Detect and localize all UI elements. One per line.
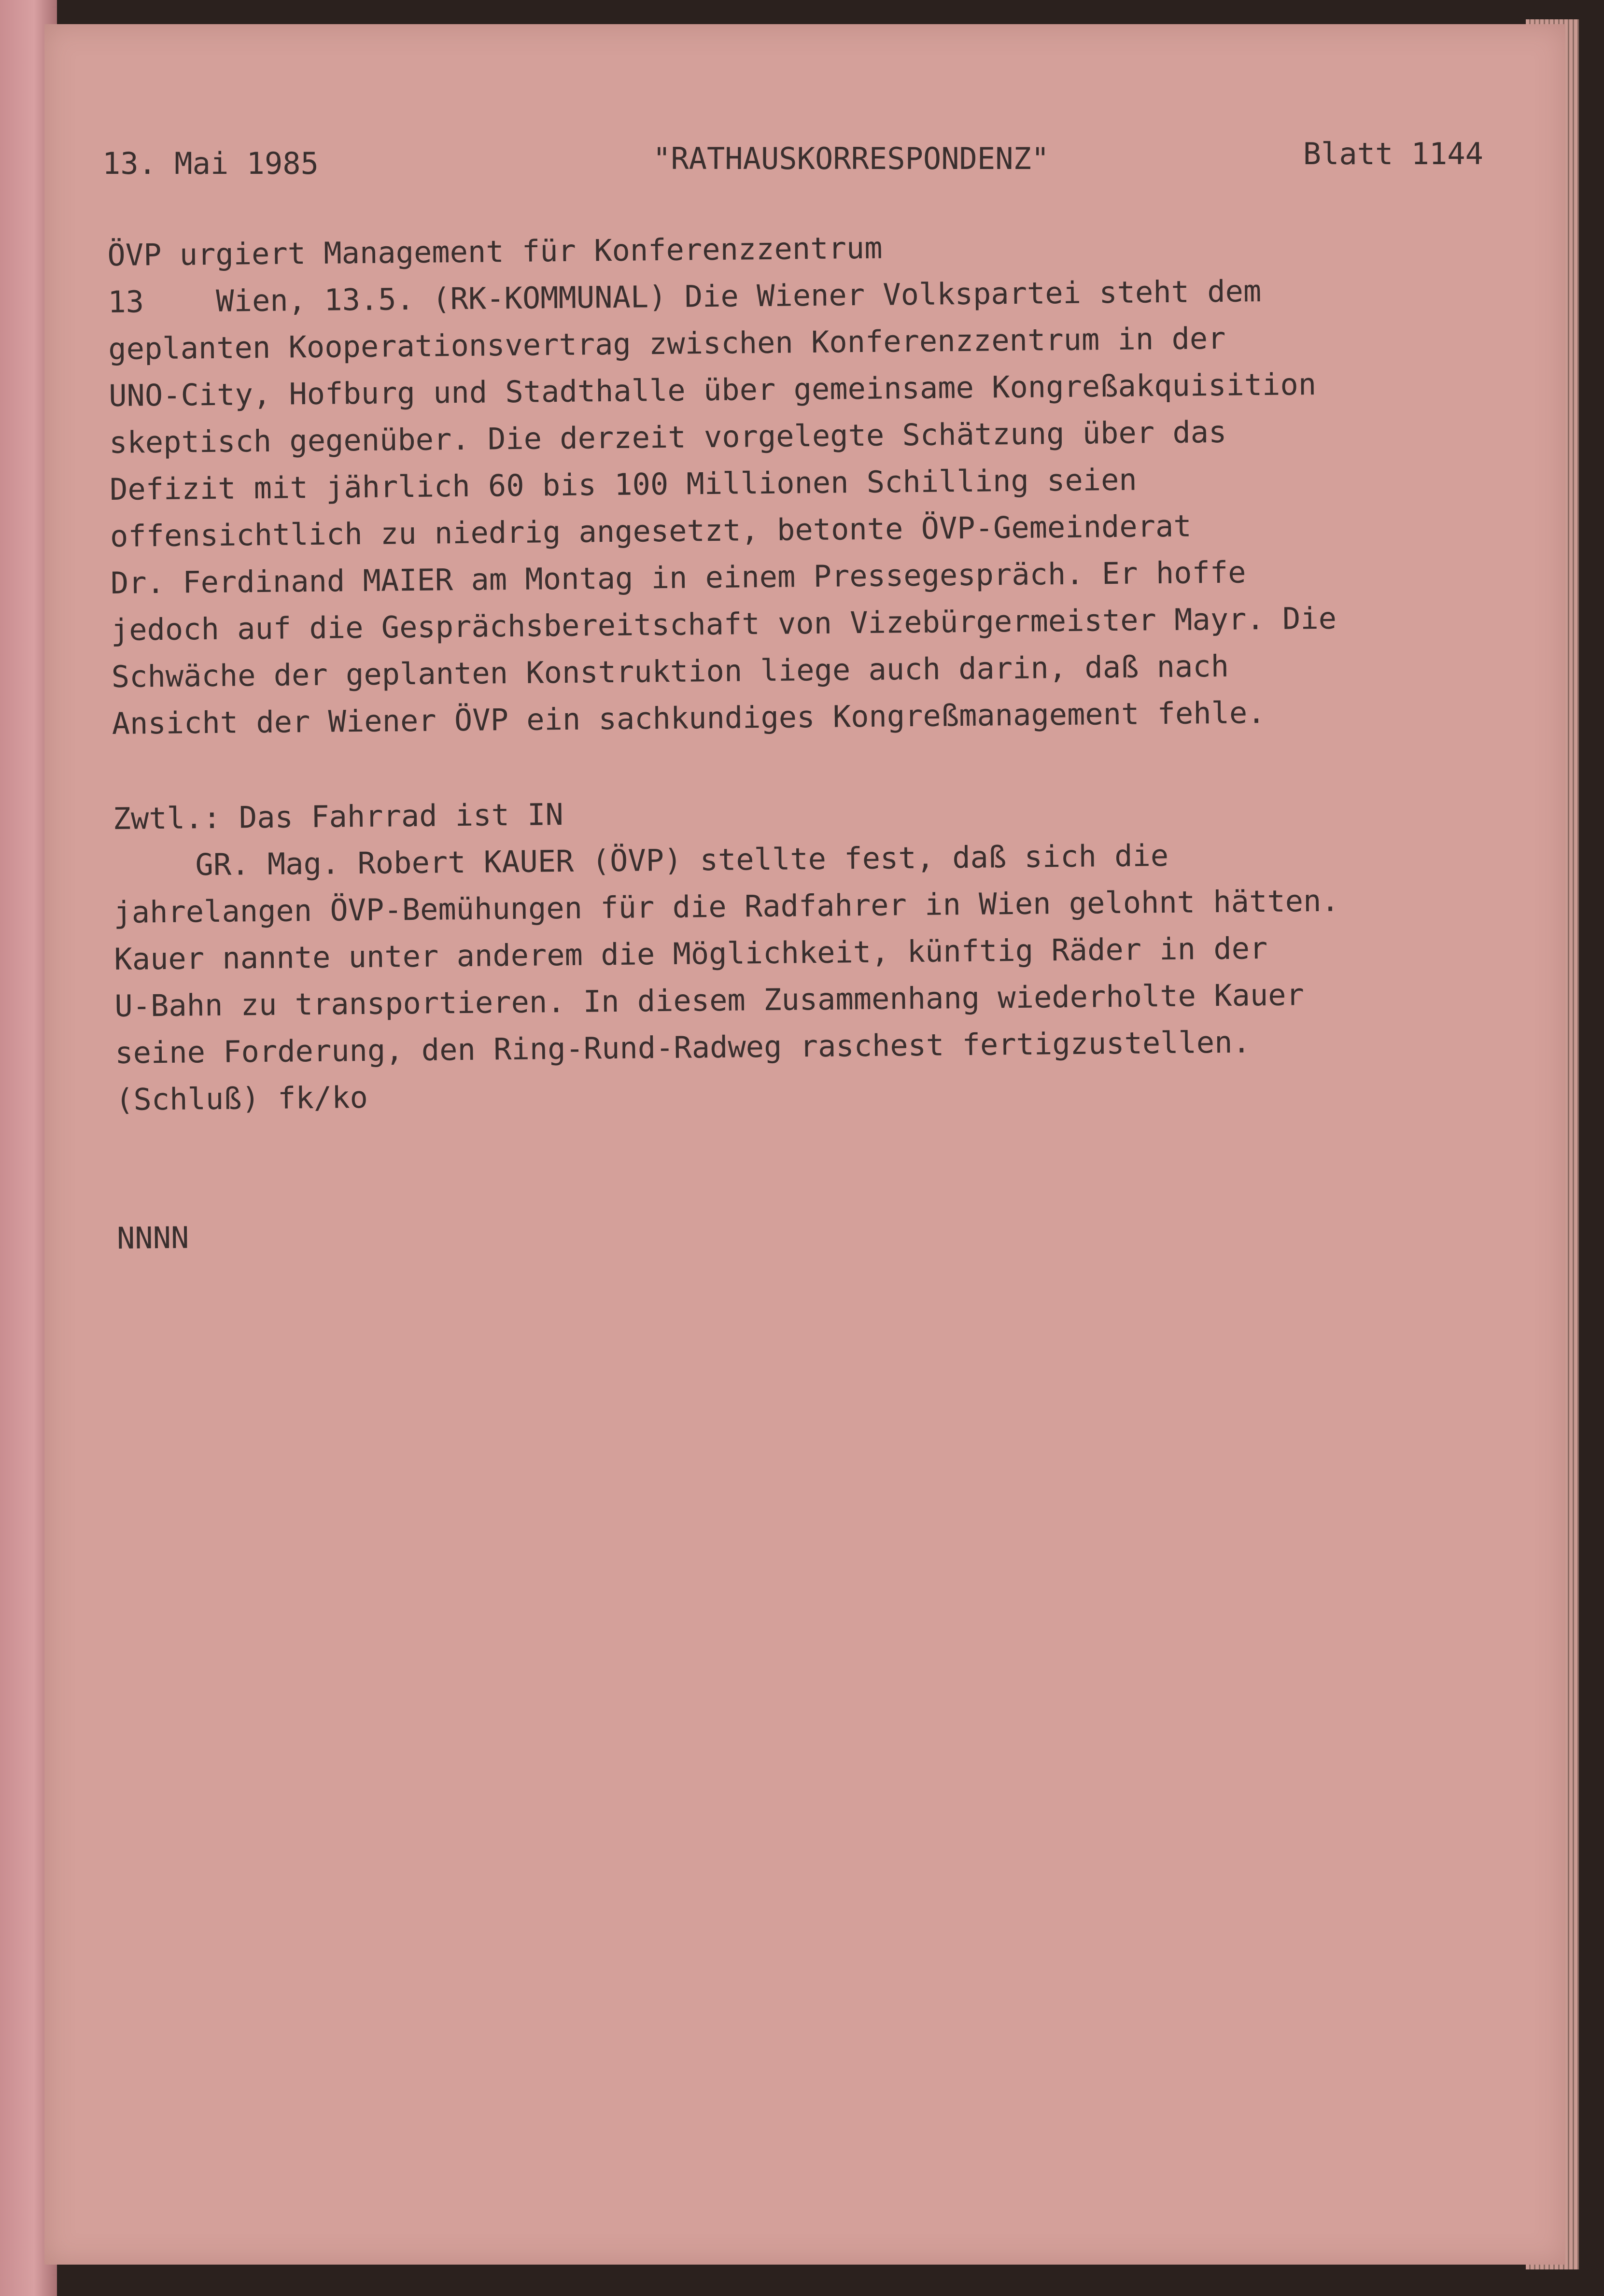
- article-line: offensichtlich zu niedrig angesetzt, betonte ÖVP-Gemeinderat: [110, 508, 1192, 554]
- article-line: skeptisch gegenüber. Die derzeit vorgelegte Schätzung über das: [109, 414, 1227, 460]
- article-line: Ansicht der Wiener ÖVP ein sachkundiges Kongreßmanagement fehle.: [112, 695, 1266, 741]
- header-date: 13. Mai 1985: [102, 146, 319, 181]
- article-number: 13: [108, 284, 144, 320]
- article-line: GR. Mag. Robert KAUER (ÖVP) stellte fest, daß sich die: [195, 837, 1169, 883]
- article-line: UNO-City, Hofburg und Stadthalle über gemeinsame Kongreßakquisition: [108, 366, 1317, 413]
- header-title: "RATHAUSKORRESPONDENZ": [653, 141, 1050, 176]
- article-line: jahrelangen ÖVP-Bemühungen für die Radfahrer in Wien gelohnt hätten.: [113, 883, 1340, 930]
- document-page: [44, 24, 1565, 2265]
- article-line: Schwäche der geplanten Konstruktion liege auch darin, daß nach: [111, 648, 1229, 694]
- article-line: Kauer nannte unter anderem die Möglichkeit, künftig Räder in der: [114, 930, 1268, 977]
- article-line: Wien, 13.5. (RK-KOMMUNAL) Die Wiener Volkspartei steht dem: [216, 273, 1262, 319]
- article-headline: ÖVP urgiert Management für Konferenzzentrum: [107, 230, 883, 273]
- document-body: [107, 218, 1541, 1262]
- article-line: jedoch auf die Gesprächsbereitschaft von Vizebürgermeister Mayr. Die: [111, 600, 1337, 648]
- article-line: geplanten Kooperationsvertrag zwischen Konferenzzentrum in der: [108, 320, 1226, 366]
- article-line: Defizit mit jährlich 60 bis 100 Millionen Schilling seien: [109, 462, 1138, 507]
- page-header: [102, 126, 1483, 181]
- end-mark: NNNN: [116, 1220, 189, 1256]
- article-line: Dr. Ferdinand MAIER am Montag in einem Pressegespräch. Er hoffe: [110, 554, 1246, 601]
- article-line: U-Bahn zu transportieren. In diesem Zusammenhang wiederholte Kauer: [114, 977, 1305, 1024]
- header-page-number: Blatt 1144: [1303, 136, 1483, 171]
- paragraph-gap: [116, 1110, 1541, 1215]
- closing-line: (Schluß) fk/ko: [115, 1079, 368, 1117]
- article-line: seine Forderung, den Ring-Rund-Radweg raschest fertigzustellen.: [114, 1024, 1251, 1071]
- subheading: Zwtl.: Das Fahrrad ist IN: [113, 796, 564, 836]
